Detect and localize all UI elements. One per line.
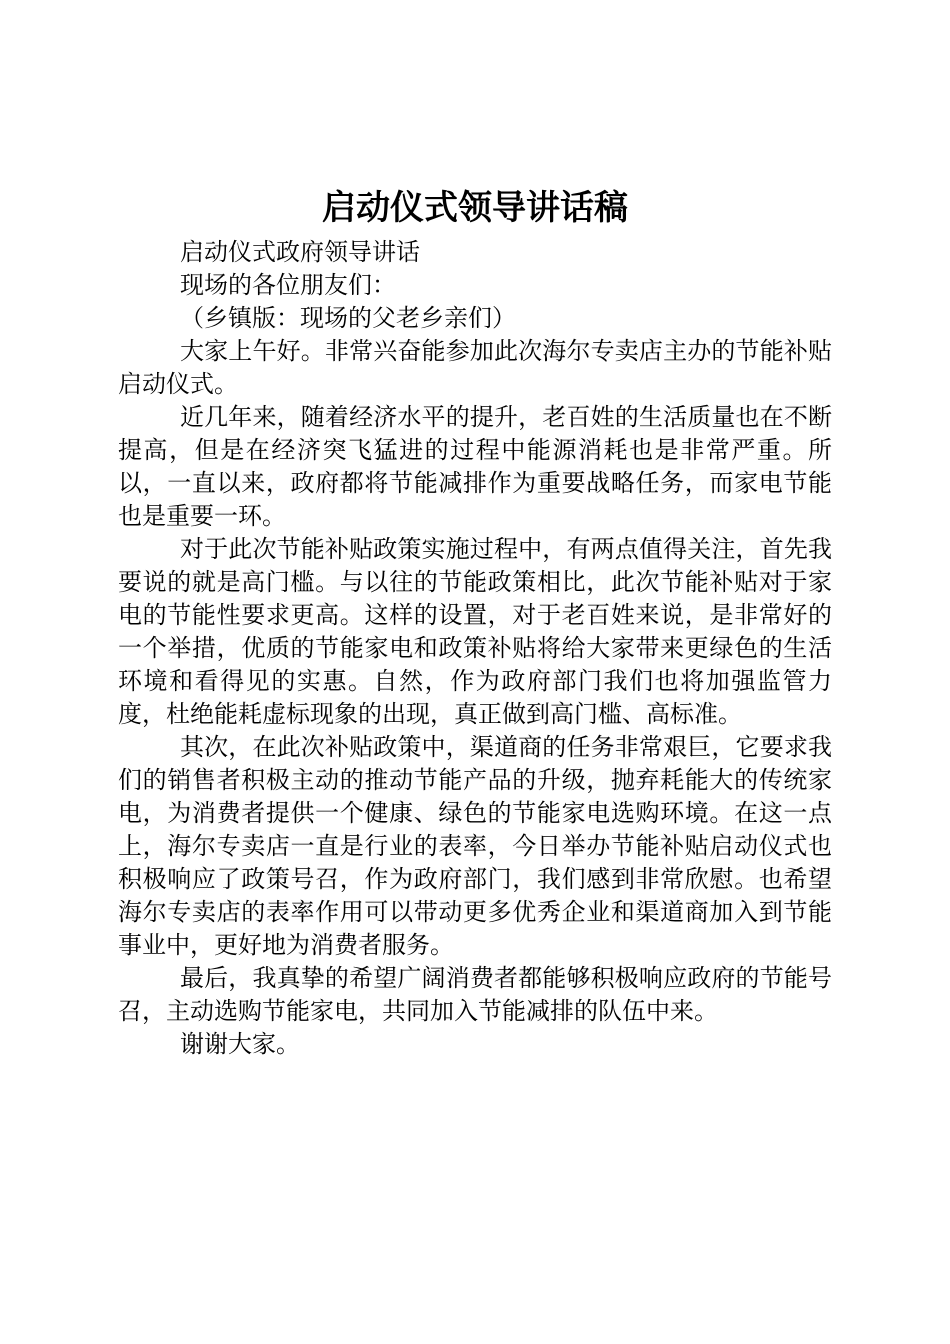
paragraph-background: 近几年来，随着经济水平的提升，老百姓的生活质量也在不断提高，但是在经济突飞猛进的过程中能源消耗也是非常严重。所以，一直以来，政府都将节能减排作为重要战略任务，而家电节能也是重要一环。: [118, 403, 832, 530]
paragraph-first-point: 对于此次节能补贴政策实施过程中，有两点值得关注，首先我要说的就是高门槛。与以往的节能政策相比，此次节能补贴对于家电的节能性要求更高。这样的设置，对于老百姓来说，是非常好的一个举措，优质的节能家电和政策补贴将给大家带来更绿色的生活环境和看得见的实惠。自然，作为政府部门我们也将加强监管力度，杜绝能耗虚标现象的出现，真正做到高门槛、高标准。: [118, 535, 832, 728]
document-title: 启动仪式领导讲话稿: [322, 188, 628, 228]
document-body: [118, 236, 832, 1061]
paragraph-opening: 大家上午好。非常兴奋能参加此次海尔专卖店主办的节能补贴启动仪式。: [118, 337, 832, 398]
paragraph-thanks: 谢谢大家。: [180, 1030, 300, 1058]
paragraph-greeting-alt: （乡镇版：现场的父老乡亲们）: [180, 304, 516, 332]
paragraph-greeting: 现场的各位朋友们：: [180, 271, 396, 299]
paragraph-subtitle: 启动仪式政府领导讲话: [180, 238, 420, 266]
paragraph-closing: 最后，我真挚的希望广阔消费者都能够积极响应政府的节能号召，主动选购节能家电，共同加入节能减排的队伍中来。: [118, 964, 832, 1025]
paragraph-second-point: 其次，在此次补贴政策中，渠道商的任务非常艰巨，它要求我们的销售者积极主动的推动节能产品的升级，抛弃耗能大的传统家电，为消费者提供一个健康、绿色的节能家电选购环境。在这一点上，海尔专卖店一直是行业的表率，今日举办节能补贴启动仪式也积极响应了政策号召，作为政府部门，我们感到非常欣慰。也希望海尔专卖店的表率作用可以带动更多优秀企业和渠道商加入到节能事业中，更好地为消费者服务。: [118, 733, 832, 959]
